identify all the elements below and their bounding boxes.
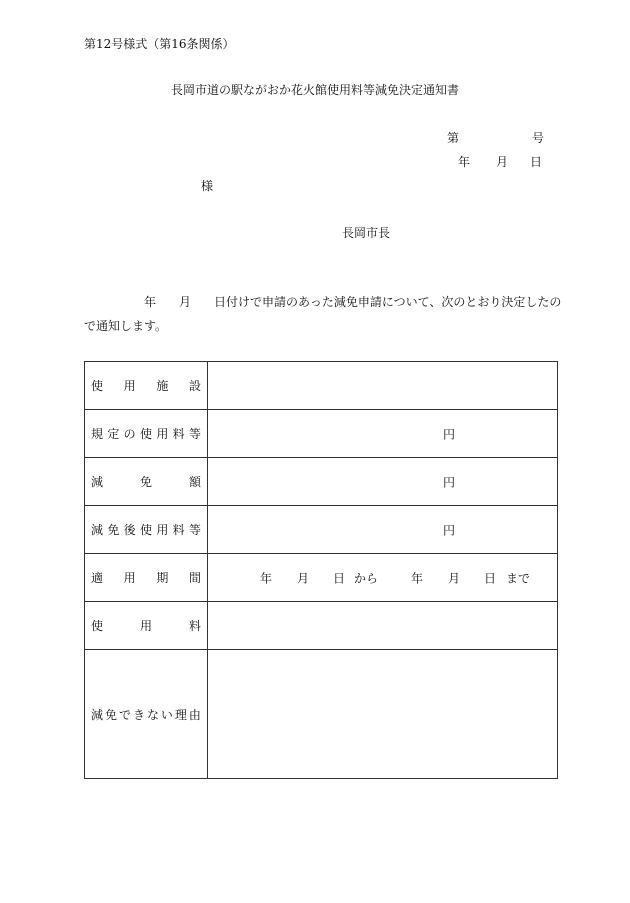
value-standard-fee (208, 410, 558, 458)
period-to-day: 日 (484, 571, 497, 585)
table-row (85, 458, 558, 506)
label-char: 期 (156, 571, 169, 585)
label-usage-fee (85, 602, 208, 650)
value-applicable-period (208, 554, 558, 602)
label-fee-after-exemption (85, 506, 208, 554)
value-exemption-amount (208, 458, 558, 506)
label-char: な (146, 707, 159, 722)
label-char: 用 (123, 571, 136, 585)
period-from-year: 年 (260, 571, 273, 585)
label-char: 料 (188, 619, 201, 633)
label-text (91, 473, 201, 490)
label-char: 施 (156, 379, 169, 393)
body-text-rest: 日付けで申請のあった減免申請について、次のとおり決定したの (214, 295, 562, 309)
label-char: 定 (107, 427, 120, 441)
label-char: の (123, 427, 136, 441)
label-char: 減 (91, 707, 104, 722)
form-number: 第12号様式（第16条関係） (84, 37, 235, 51)
label-char: 等 (188, 427, 201, 441)
label-text (91, 617, 201, 634)
label-char: 料 (172, 523, 185, 537)
label-char: 適 (91, 571, 104, 585)
label-char: 減 (91, 475, 104, 489)
value-usage-fee (208, 602, 558, 650)
issuer-name: 長岡市長 (342, 226, 391, 240)
period-from-label: から (354, 571, 379, 585)
label-char: 免 (107, 523, 120, 537)
label-char: 料 (172, 427, 185, 441)
table-row (85, 602, 558, 650)
table-row (85, 650, 558, 779)
application-year: 年 (144, 295, 157, 309)
label-char: 用 (123, 379, 136, 393)
yen-unit: 円 (443, 523, 456, 537)
yen-unit: 円 (443, 475, 456, 489)
recipient-honorific: 様 (201, 179, 214, 193)
decision-table (84, 361, 558, 779)
table-row (85, 554, 558, 602)
table-row (85, 362, 558, 410)
label-text (91, 377, 201, 394)
value-fee-after-exemption (208, 506, 558, 554)
label-text (91, 569, 201, 586)
table-row (85, 410, 558, 458)
label-char: 使 (91, 619, 104, 633)
value-non-exemption-reason (208, 650, 558, 779)
label-char: き (132, 707, 145, 722)
label-char: い (160, 707, 173, 722)
label-char: 間 (188, 571, 201, 585)
label-exemption-amount (85, 458, 208, 506)
label-standard-fee (85, 410, 208, 458)
issue-date-month: 月 (496, 155, 509, 169)
period-to-month: 月 (448, 571, 461, 585)
yen-unit: 円 (443, 427, 456, 441)
label-char: 免 (139, 475, 152, 489)
period-from-month: 月 (297, 571, 310, 585)
label-text (91, 425, 201, 442)
label-text (91, 521, 201, 538)
document-number-suffix: 号 (532, 131, 545, 145)
period-to-label: まで (506, 571, 531, 585)
label-char: 使 (91, 379, 104, 393)
period-from-day: 日 (333, 571, 346, 585)
label-char: 用 (156, 523, 169, 537)
label-facility (85, 362, 208, 410)
document-number-prefix: 第 (447, 131, 460, 145)
application-month: 月 (179, 295, 192, 309)
label-char: 設 (188, 379, 201, 393)
label-char: 免 (104, 707, 117, 722)
label-char: 用 (139, 619, 152, 633)
label-char: 後 (123, 523, 136, 537)
label-char: 理 (174, 707, 187, 722)
value-facility (208, 362, 558, 410)
label-char: 使 (139, 427, 152, 441)
body-text-line-2: で通知します。 (84, 319, 168, 333)
label-non-exemption-reason (85, 650, 208, 779)
issue-date-year: 年 (458, 155, 471, 169)
label-char: で (118, 707, 131, 722)
label-text (91, 706, 201, 723)
table-row (85, 506, 558, 554)
label-char: 使 (139, 523, 152, 537)
label-char: 減 (91, 523, 104, 537)
issue-date-day: 日 (530, 155, 543, 169)
label-char: 等 (188, 523, 201, 537)
label-char: 規 (91, 427, 104, 441)
label-char: 由 (188, 707, 201, 722)
label-applicable-period (85, 554, 208, 602)
period-to-year: 年 (411, 571, 424, 585)
label-char: 用 (156, 427, 169, 441)
label-char: 額 (188, 475, 201, 489)
document-title: 長岡市道の駅ながおか花火館使用料等減免決定通知書 (170, 83, 459, 97)
